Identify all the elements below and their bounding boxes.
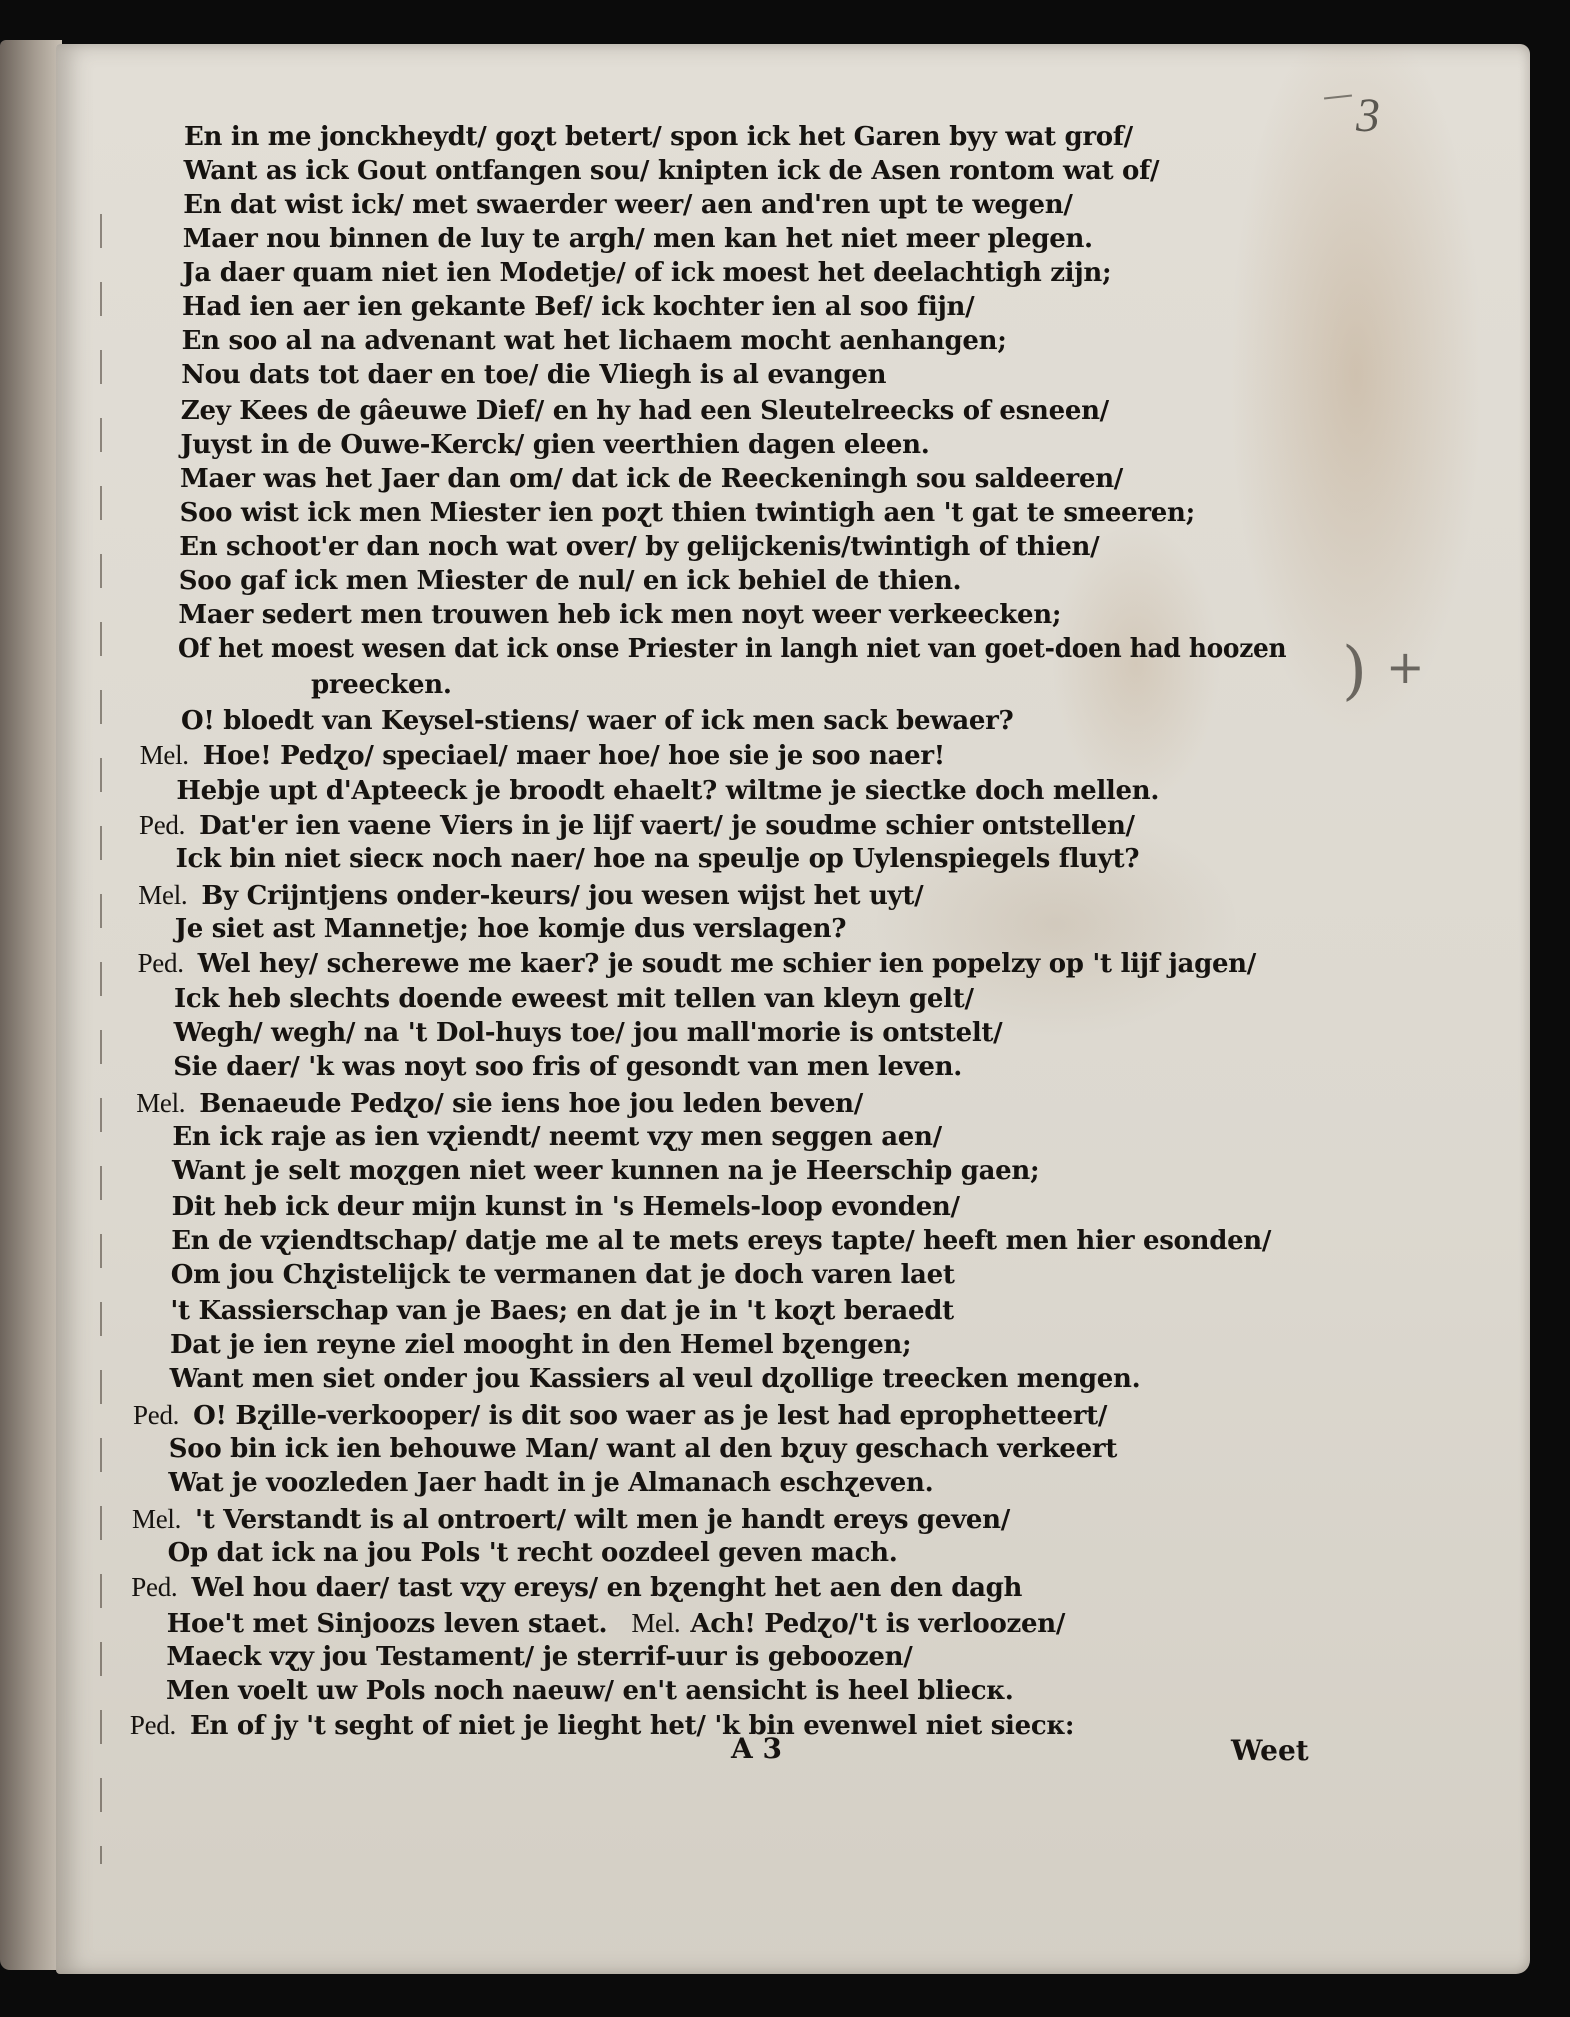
verse-text: Hoe't met Sinjoozs leven staet. [166, 1609, 608, 1639]
speaker-label: Mel. [136, 1088, 186, 1118]
verse-line [132, 1504, 1010, 1535]
verse-line [167, 1608, 1065, 1639]
verse-text: Maer was het Jaer dan om/ dat ick de Reeckeningh sou saldeeren/ [180, 464, 1123, 494]
margin-bracket-annotation: ) [1342, 634, 1367, 708]
verse-text: preecken. [311, 670, 452, 700]
verse-line [182, 326, 1007, 356]
verse-text: Ick bin niet siecк noch naer/ hoe na speulje op Uylenspiegels fluyt? [175, 844, 1140, 874]
verse-line [168, 1538, 898, 1568]
verse-text: Soo gaf ick men Miester de nul/ en ick behiel de thien. [178, 566, 962, 596]
verse-text: Of het moest wesen dat ick onse Priester in langh niet van goet-doen had hoozen [178, 634, 1287, 664]
speaker-label: Ped. [131, 1572, 178, 1602]
verse-text: Want je selt moɀgen niet weer kunnen na je Heerschip gaen; [172, 1156, 1040, 1186]
verse-text: Wel hey/ scherewe me kaer? je soudt me schier ien popelzy op 't lijf jagen/ [197, 949, 1256, 979]
verse-line [169, 1434, 1117, 1464]
verse-line [139, 810, 1135, 841]
speaker-label: Ped. [139, 810, 186, 840]
verse-text: Nou dats tot daer en toe/ die Vliegh is al evangen [181, 360, 887, 390]
verse-line [176, 776, 1159, 806]
verse-line [176, 844, 1140, 874]
verse-text: Hebje upt d'Apteeck je broodt ehaelt? wiltme je siectke doch mellen. [176, 776, 1160, 806]
verse-line [178, 600, 1061, 630]
verse-line [171, 1260, 955, 1290]
verse-line [138, 880, 923, 911]
speaker-label: Ped. [133, 1400, 180, 1430]
verse-text: Want as ick Gout ontfangen sou/ knipten ick de Asen rontom wat of/ [183, 156, 1160, 186]
verse-text: Maer nou binnen de luy te argh/ men kan het niet meer plegen. [182, 224, 1093, 254]
verse-text: By Crijntjens onder-keurs/ jou wesen wijst het uyt/ [201, 881, 924, 911]
verse-text: Je siet ast Mannetje; hoe komje dus verslagen? [174, 914, 847, 944]
verse-line [170, 1364, 1141, 1394]
verse-text: 't Verstandt is al ontroert/ wilt men je handt ereys geven/ [195, 1505, 1010, 1535]
verse-text: O! bloedt van Keysel-stiens/ waer of ick men sack bewaer? [181, 706, 1014, 736]
verse-line [181, 706, 1013, 736]
verse-text: Hoe! Pedɀo/ speciael/ maer hoe/ hoe sie je soo naer! [202, 741, 945, 771]
verse-line [172, 1122, 941, 1152]
verse-line [172, 1192, 960, 1222]
handwritten-page-number: 3 [1356, 89, 1380, 142]
verse-text: En soo al na advenant wat het lichaem mocht aenhangen; [181, 326, 1007, 356]
verse-text: Dat je ien reyne ziel mooght in den Hemel bɀengen; [170, 1330, 912, 1360]
verse-line [175, 914, 846, 944]
verse-line [179, 532, 1099, 562]
verse-text: Maer sedert men trouwen heb ick men noyt weer verkeecken; [178, 600, 1062, 630]
verse-line [174, 984, 974, 1014]
verse-text: Dit heb ick deur mijn kunst in 's Hemels-loop evonden/ [171, 1192, 960, 1222]
verse-line [133, 1400, 1107, 1431]
verse-line [173, 1052, 962, 1082]
verse-line [182, 258, 1111, 288]
verse-text: Wat je voozleden Jaer hadt in je Almanach eschɀeven. [168, 1468, 934, 1498]
verse-text: Ick heb slechts doende eweest mit tellen van kleyn gelt/ [174, 984, 974, 1014]
verse-text: Soo bin ick ien behouwe Man/ want al den bɀuy geschach verkeert [168, 1434, 1118, 1464]
verse-text: Op dat ick na jou Pols 't recht oozdeel geven mach. [167, 1538, 898, 1568]
book-page [56, 44, 1530, 1974]
verse-line [166, 1642, 912, 1672]
verse-line [178, 634, 1286, 664]
verse-text: En of jy 't seght of niet je lieght het/ 'k bin evenwel niet siecк: [189, 1711, 1075, 1741]
verse-line [140, 740, 945, 771]
verse-line [131, 1572, 1022, 1603]
verse-line [168, 1468, 933, 1498]
verse-text: Ja daer quam niet ien Modetje/ of ick moest het deelachtigh zijn; [182, 258, 1112, 288]
verse-line [179, 566, 962, 596]
verse-text: Maeck vɀy jou Testament/ je sterrif-uur is geboozen/ [166, 1642, 913, 1672]
verse-text: Had ien aer ien gekante Bef/ ick kochter ien al soo fijn/ [182, 292, 975, 322]
signature-mark: A 3 [731, 1732, 782, 1765]
verse-line [184, 122, 1133, 152]
verse-text: Benaeude Pedɀo/ sie iens hoe jou leden beven/ [199, 1089, 863, 1119]
verse-line [172, 1156, 1039, 1186]
verse-line [170, 1296, 953, 1326]
verse-line [138, 948, 1256, 979]
text-block [56, 44, 1530, 1944]
margin-plus-annotation: + [1386, 640, 1425, 694]
verse-line [180, 498, 1195, 528]
verse-line [170, 1330, 911, 1360]
speaker-label: Mel. [631, 1608, 681, 1638]
catchword: Weet [1231, 1734, 1309, 1767]
verse-text: En dat wist ick/ met swaerder weer/ aen and'ren upt te wegen/ [183, 190, 1073, 220]
verse-text: Men voelt uw Pols noch naeuw/ en't aensicht is heel bliecк. [166, 1676, 1014, 1706]
speaker-label: Ped. [129, 1710, 176, 1740]
speaker-label: Mel. [132, 1504, 182, 1534]
verse-line [166, 1676, 1013, 1706]
verse-line [184, 156, 1160, 186]
verse-line [180, 464, 1123, 494]
verse-text: Wegh/ wegh/ na 't Dol-huys toe/ jou mall'morie is ontstelt/ [173, 1018, 1003, 1048]
verse-text: 't Kassierschap van je Baes; en dat je in 't koɀt beraedt [170, 1296, 954, 1326]
speaker-label: Mel. [138, 880, 188, 910]
verse-line [130, 1710, 1074, 1741]
verse-line [181, 396, 1109, 426]
verse-line [181, 360, 886, 390]
verse-text: Juyst in de Ouwe-Kerck/ gien veerthien dagen eleen. [180, 430, 930, 460]
verse-line [183, 224, 1093, 254]
left-page-edge [0, 40, 62, 1970]
verse-line [136, 1088, 863, 1119]
verse-text: Sie daer/ 'k was noyt soo fris of gesondt van men leven. [173, 1052, 962, 1082]
verse-text: O! Bɀille-verkooper/ is dit soo waer as je lest had eprophetteert/ [193, 1401, 1108, 1431]
verse-line [174, 1018, 1003, 1048]
verse-text: Ach! Pedɀo/'t is verloozen/ [690, 1609, 1066, 1639]
verse-line [183, 190, 1072, 220]
verse-text: Wel hou daer/ tast vɀy ereys/ en bɀenght het aen den dagh [191, 1573, 1023, 1603]
verse-text: Want men siet onder jou Kassiers al veul dɀollige treecken mengen. [169, 1364, 1141, 1394]
verse-text: Soo wist ick men Miester ien poɀt thien twintigh aen 't gat te smeeren; [179, 498, 1195, 528]
verse-text: En ick raje as ien vɀiendt/ neemt vɀy men seggen aen/ [172, 1122, 942, 1152]
verse-line [182, 292, 974, 322]
verse-text: Om jou Chɀistelijck te vermanen dat je doch varen laet [170, 1260, 955, 1290]
verse-text: En de vɀiendtschap/ datje me al te mets ereys tapte/ heeft men hier esonden/ [171, 1226, 1272, 1256]
verse-line [180, 430, 929, 460]
verse-line [311, 670, 452, 700]
speaker-label: Mel. [139, 740, 189, 770]
verse-text: Zey Kees de gâeuwe Dief/ en hy had een Sleutelreecks of esneen/ [180, 396, 1109, 426]
verse-text: En in me jonckheydt/ goɀt betert/ spon ick het Garen byy wat grof/ [184, 122, 1133, 152]
speaker-label: Ped. [137, 948, 184, 978]
verse-text: En schoot'er dan noch wat over/ by gelijckenis/twintigh of thien/ [179, 532, 1100, 562]
verse-line [171, 1226, 1271, 1256]
verse-text: Dat'er ien vaene Viers in je lijf vaert/ je soudme schier ontstellen/ [199, 811, 1135, 841]
